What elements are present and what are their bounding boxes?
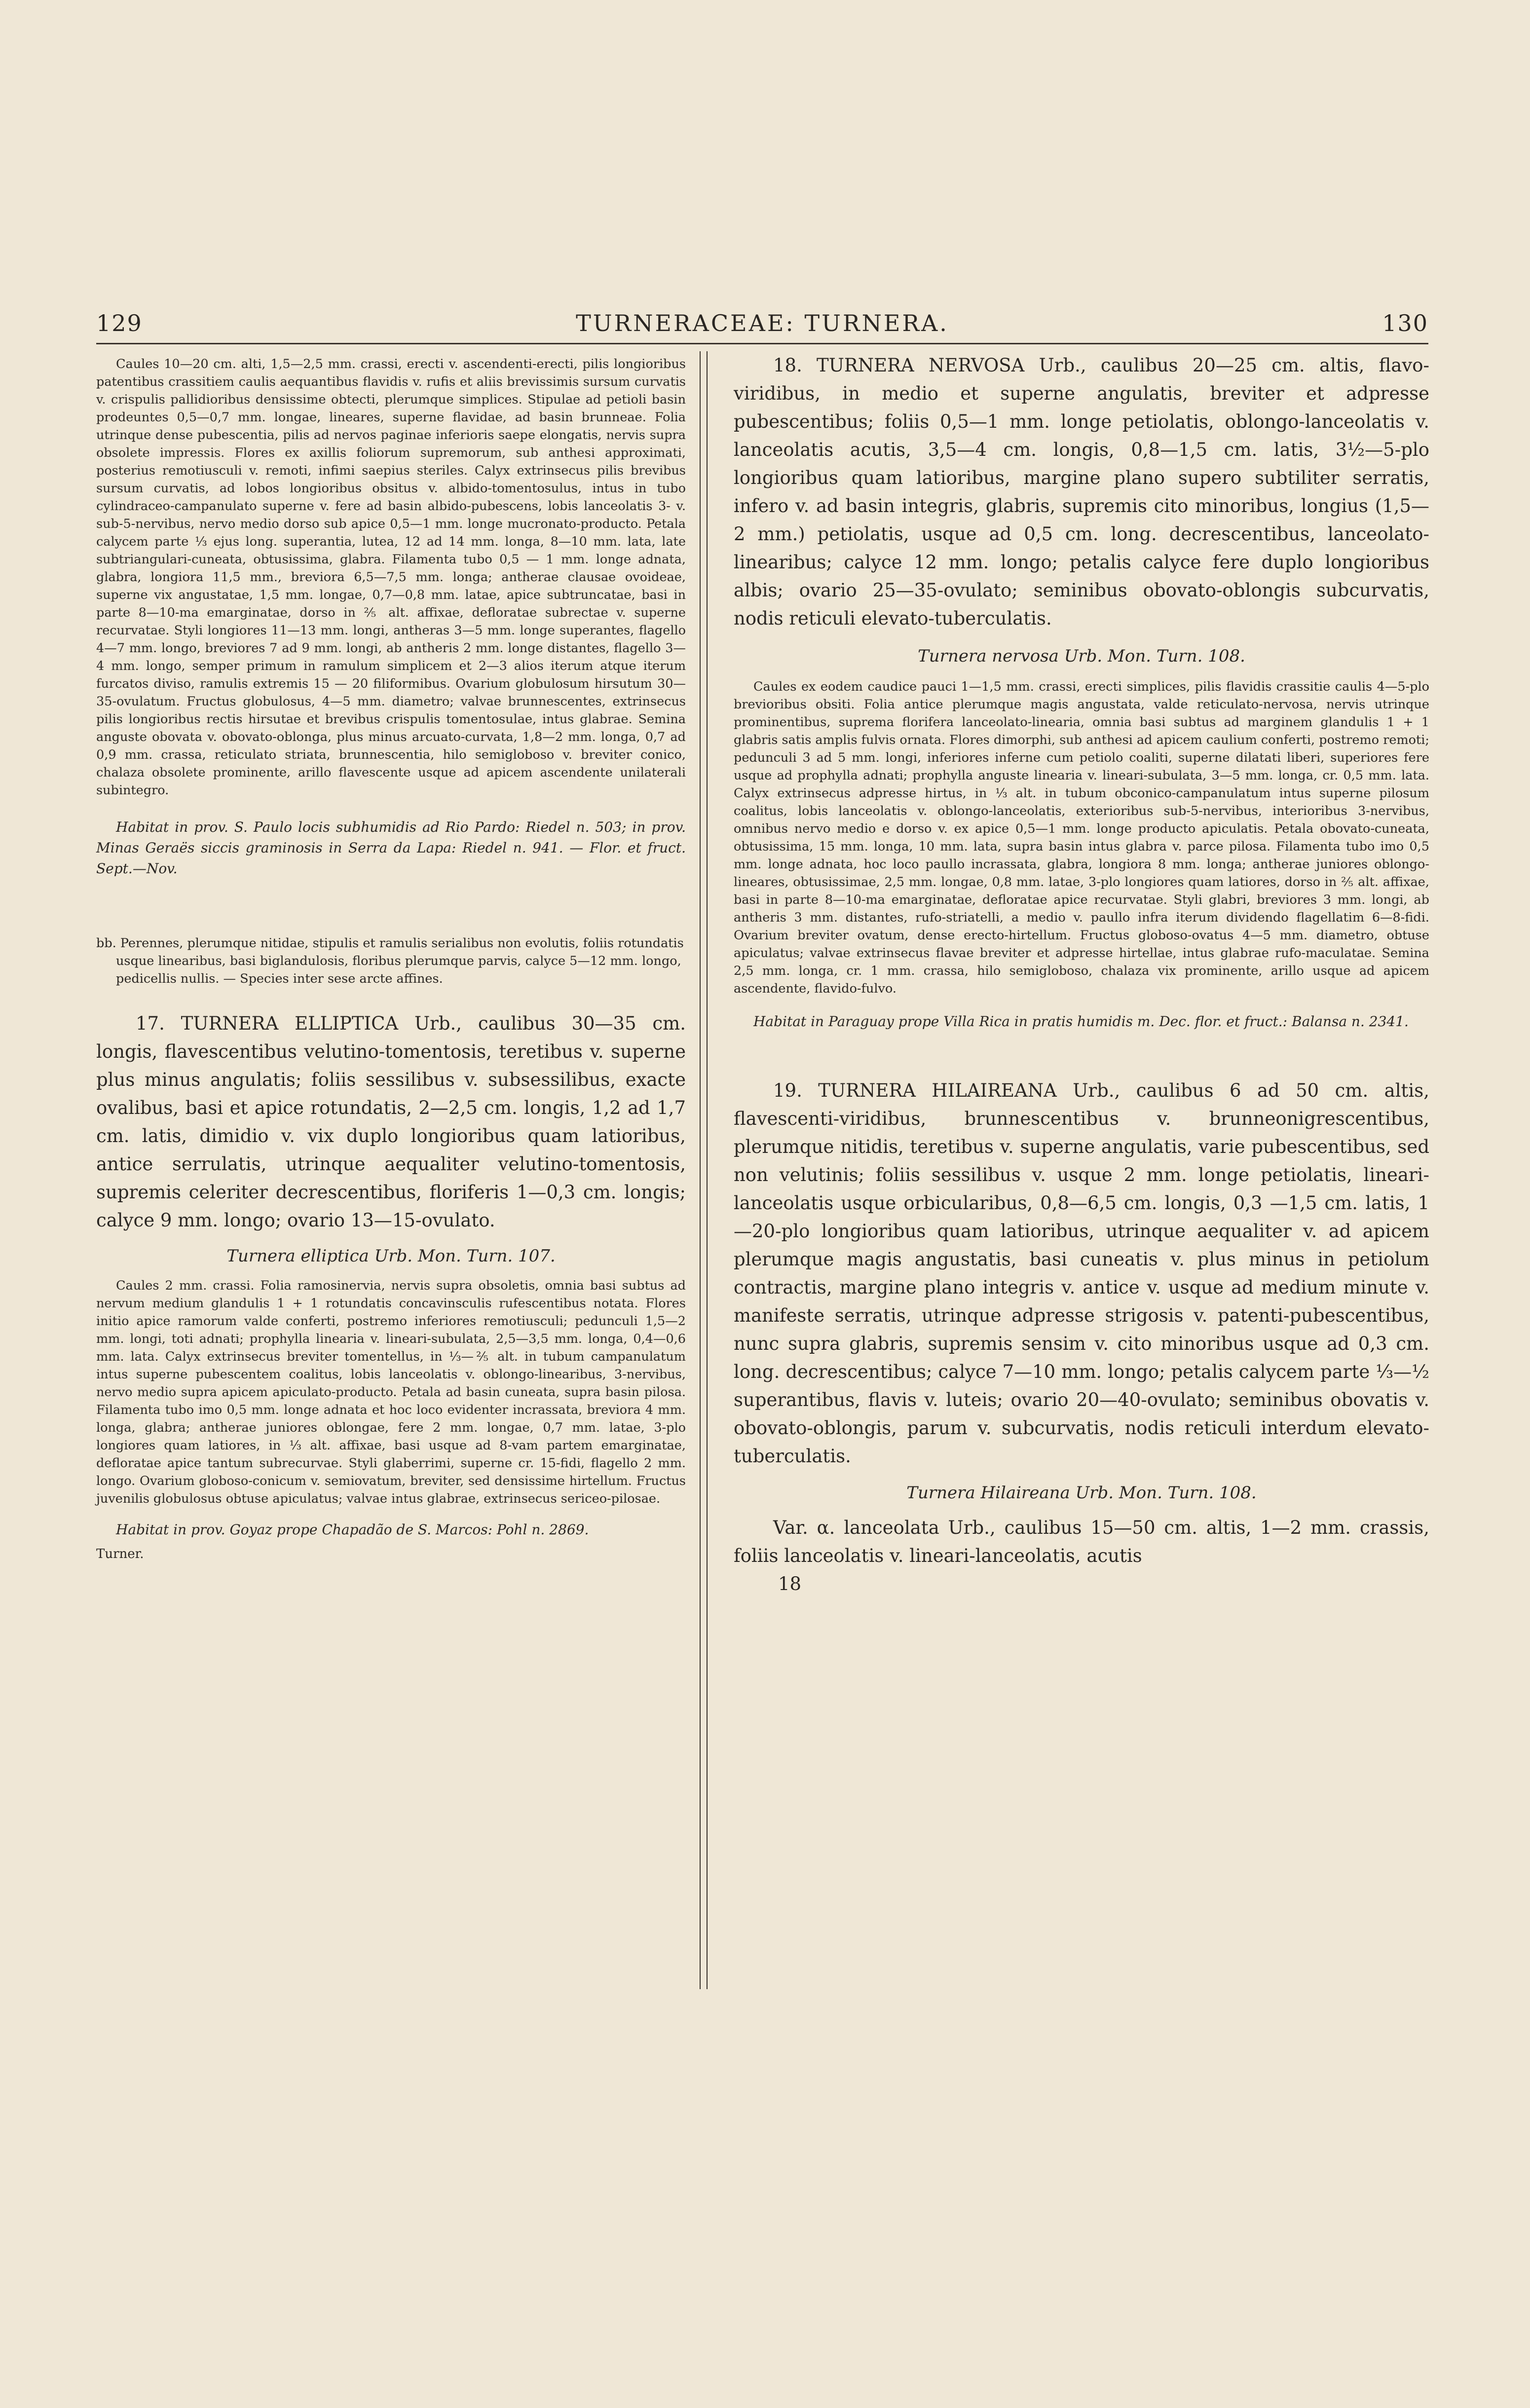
species-17-description: Caules 2 mm. crassi. Folia ramosinervia, nervis supra obsoletis, omnia basi subtus ad nervum medium glandulis 1 + 1 rotundatis concavinsculis rufescentibus notata. Flores initio apice ramorum valde conferti, postremo inferiores remotiusculi; pedunculi 1,5—2 mm. longi, toti adnati; prophylla linearia v. lineari-subulata, 2,5—3,5 mm. longa, 0,4—0,6 mm. lata. Calyx extrinsecus breviter tomentellus, in ⅓—⅖ alt. in tubum campanulatum intus superne pubescentem coalitus, lobis lanceolatis v. oblongo-linearibus, 3-nervibus, nervo medio supra apicem apiculato-producto. Petala ad basin cuneata, supra basin pilosa. Filamenta tubo imo 0,5 mm. longe adnata et hoc loco evidenter incrassata, breviora 4 mm. longa, glabra; antherae juniores oblongae, fere 2 mm. longae, 0,7 mm. latae, 3-plo longiores quam latiores, in ⅓ alt. affixae, basi usque ad 8-vam partem emarginatae, defloratae apice tantum subrecurvae. Styli glaberrimi, superne cr. 15-fidi, flagello 2 mm. longo. Ovarium globoso-conicum v. semiovatum, breviter, sed densissime hirtellum. Fructus juvenilis globulosus obtuse apiculatus; valvae intus glabrae, extrinsecus sericeo-pilosae. xyxy=(96,1278,686,1506)
species-17-citation: Turnera elliptica Urb. Mon. Turn. 107. xyxy=(226,1246,556,1266)
page-number-left: 129 xyxy=(96,310,143,336)
species-18-diagnosis: 18. TURNERA NERVOSA Urb., caulibus 20—25 cm. altis, flavo-viridibus, in medio et superne angulatis, breviter et adpresse pubescentibus; foliis 0,5—1 mm. longe petiolatis, oblongo-lanceolatis v. lanceolatis acutis, 3,5—4 cm. longis, 0,8—1,5 cm. latis, 3½—5-plo longioribus quam latioribus, margine plano supero subtiliter serratis, infero v. ad basin integris, glabris, supremis cito minoribus, longius (1,5—2 mm.) petiolatis, usque ad 0,5 cm. long. decrescentibus, lanceolato-linearibus; calyce 12 mm. longo; petalis calyce fere duplo longioribus albis; ovario 25—35-ovulato; seminibus obovato-oblongis subcurvatis, nodis reticuli elevato-tuberculatis. xyxy=(734,355,1429,629)
variety-alpha: Var. α. lanceolata Urb., caulibus 15—50 cm. altis, 1—2 mm. crassis, foliis lanceolatis v. lineari-lanceolatis, acutis xyxy=(734,1517,1429,1566)
column-divider xyxy=(700,351,708,1989)
caules-description: Caules 10—20 cm. alti, 1,5—2,5 mm. crassi, erecti v. ascendenti-erecti, pilis longioribus patentibus crassitiem caulis aequantibus flavidis v. rufis et aliis brevissimis sursum curvatis v. crispulis pallidioribus densissime obtecti, plerumque simplices. Stipulae ad petioli basin prodeuntes 0,5—0,7 mm. longae, lineares, superne flavidae, ad basin brunneae. Folia utrinque dense pubescentia, pilis ad nervos paginae inferioris saepe elongatis, nervis supra obsolete impressis. Flores ex axillis foliorum supremorum, sub anthesi approximati, posterius remotiusculi v. remoti, infimi saepius steriles. Calyx extrinsecus pilis brevibus sursum curvatis, ad lobos longioribus obsitus v. albido-tomentosulus, intus in tubo cylindraceo-campanulato superne v. fere ad basin albido-pubescens, lobis lanceolatis 3- v. sub-5-nervibus, nervo medio dorso sub apice 0,5—1 mm. longe mucronato-producto. Petala calycem parte ⅓ ejus long. superantia, lutea, 12 ad 14 mm. longa, 8—10 mm. lata, late subtriangulari-cuneata, obtusissima, glabra. Filamenta tubo 0,5 — 1 mm. longe adnata, glabra, longiora 11,5 mm., breviora 6,5—7,5 mm. longa; antherae clausae ovoideae, superne vix angustatae, 1,5 mm. longae, 0,7—0,8 mm. latae, apice subtruncatae, basi in parte 8—10-ma emarginatae, dorso in ⅖ alt. affixae, defloratae subrectae v. superne recurvatae. Styli longiores 11—13 mm. longi, antheras 3—5 mm. longe superantes, flagello 4—7 mm. longo, breviores 7 ad 9 mm. longi, ab antheris 2 mm. longe distantes, flagello 3—4 mm. longo, semper primum in ramulum simplicem et 2—3 alios iterum atque iterum furcatos diviso, ramulis extremis 15 — 20 filiformibus. Ovarium globulosum hirsutum 30—35-ovulatum. Fructus globulosus, 4—5 mm. diametro; valvae brunnescentes, extrinsecus pilis longioribus rectis hirsutae et brevibus crispulis tomentosulae, intus glabrae. Semina anguste obovata v. obovato-oblonga, plus minus arcuato-curvata, 1,8—2 mm. longa, 0,7 ad 0,9 mm. crassa, reticulato striata, brunnescentia, hilo semigloboso v. breviter conico, chalaza obsolete prominente, arillo flavescente usque ad apicem ascendente unilaterali subintegro. xyxy=(96,357,686,798)
species-19-citation: Turnera Hilaireana Urb. Mon. Turn. 108. xyxy=(906,1483,1257,1503)
signature-number: 18 xyxy=(778,1573,802,1594)
running-header xyxy=(96,310,1428,339)
left-column xyxy=(96,355,686,1563)
habitat-paragraph-17: Habitat in prov. Goyaz prope Chapadão de S. Marcos: Pohl n. 2869. xyxy=(116,1521,589,1538)
species-18-description: Caules ex eodem caudice pauci 1—1,5 mm. crassi, erecti simplices, pilis flavidis crassitie caulis 4—5-plo brevioribus obsiti. Folia antice plerumque magis angustata, valde reticulato-nervosa, nervis utrinque prominentibus, suprema florifera lanceolato-linearia, omnia basi subtus ad marginem glandulis 1 + 1 glabris satis amplis fulvis ornata. Flores dimorphi, sub anthesi ad apicem caulium conferti, postremo remoti; pedunculi 3 ad 5 mm. longi, inferiores inferne cum petiolo coaliti, superne dilatati liberi, superiores fere usque ad prophylla adnati; prophylla anguste linearia v. lineari-subulata, 3—5 mm. longa, cr. 0,5 mm. lata. Calyx extrinsecus adpresse hirtus, in ⅓ alt. in tubum obconico-campanulatum intus superne pilosum coalitus, lobis lanceolatis v. oblongo-lanceolatis, exterioribus sub-5-nervibus, interioribus 3-nervibus, omnibus nervo medio e dorso v. ex apice 0,5—1 mm. longe producto apiculatis. Petala obovato-cuneata, obtusissima, 15 mm. longa, 10 mm. lata, supra basin intus glabra v. parce pilosa. Filamenta tubo imo 0,5 mm. longe adnata, hoc loco paullo incrassata, glabra, longiora 8 mm. longa; antherae juniores oblongo-lineares, obtusissimae, 2,5 mm. longae, 0,8 mm. latae, 3-plo longiores quam latiores, dorso in ⅖ alt. affixae, basi in parte 8—10-ma emarginatae, defloratae apice recurvatae. Styli glabri, breviores 3 mm. longi, ab antheris 3 mm. distantes, rufo-striatelli, a medio v. paullo infra iterum dividendo flagellatim 6—8-fidi. Ovarium breviter ovatum, dense erecto-hirtellum. Fructus globoso-ovatus 4—5 mm. diametro, obtuse apiculatus; valvae extrinsecus flavae breviter et adpresse hirtellae, intus glabrae rufo-maculatae. Semina 2,5 mm. longa, cr. 1 mm. crassa, hilo semigloboso, chalaza vix prominente, arillo usque ad apicem ascendente, flavido-fulvo. xyxy=(734,679,1429,996)
page-number-right: 130 xyxy=(1382,310,1428,336)
footer-signature: Turner. xyxy=(96,1547,144,1561)
header-rule xyxy=(96,343,1428,344)
species-18-citation: Turnera nervosa Urb. Mon. Turn. 108. xyxy=(918,646,1245,666)
species-19-diagnosis: 19. TURNERA HILAIREANA Urb., caulibus 6 ad 50 cm. altis, flavescenti-viridibus, brunnescentibus v. brunneonigrescentibus, plerumque nitidis, teretibus v. superne angulatis, varie pubescentibus, sed non velutinis; foliis sessilibus v. usque 2 mm. longe petiolatis, lineari-lanceolatis usque orbicularibus, 0,8—6,5 cm. longis, 0,3 —1,5 cm. latis, 1—20-plo longioribus quam latioribus, utrinque aequaliter v. ad apicem plerumque magis angustatis, basi cuneatis v. plus minus in petiolum contractis, margine plano integris v. antice v. usque ad medium minute v. manifeste serratis, utrinque adpresse strigosis v. patenti-pubescentibus, nunc supra glabris, supremis sensim v. cito minoribus usque ad 0,3 cm. long. decrescentibus; calyce 7—10 mm. longo; petalis calycem parte ⅓—½ superantibus, flavis v. luteis; ovario 20—40-ovulato; seminibus obovatis v. obovato-oblongis, parum v. subcurvatis, nodis reticuli interdum elevato-tuberculatis. xyxy=(734,1080,1429,1467)
habitat-paragraph-18: Habitat in Paraguay prope Villa Rica in pratis humidis m. Dec. flor. et fruct.: Balansa n. 2341. xyxy=(753,1013,1409,1030)
section-bb: bb. Perennes, plerumque nitidae, stipulis et ramulis serialibus non evolutis, foliis rotundatis usque linearibus, basi biglandulosis, floribus plerumque parvis, calyce 5—12 mm. longo, pedicellis nullis. — Species inter sese arcte affines. xyxy=(96,936,684,986)
habitat-paragraph-1: Habitat in prov. S. Paulo locis subhumidis ad Rio Pardo: Riedel n. 503; in prov. Minas Geraës siccis graminosis in Serra da Lapa: Riedel n. 941. — Flor. et fruct. Sept.—Nov. xyxy=(96,819,686,877)
running-title: TURNERACEAE: TURNERA. xyxy=(576,310,949,336)
right-column xyxy=(734,351,1429,1598)
species-17-diagnosis: 17. TURNERA ELLIPTICA Urb., caulibus 30—35 cm. longis, flavescentibus velutino-tomentosis, teretibus v. superne plus minus angulatis; foliis sessilibus v. subsessilibus, exacte ovalibus, basi et apice rotundatis, 2—2,5 cm. longis, 1,2 ad 1,7 cm. latis, dimidio v. vix duplo longioribus quam latioribus, antice serrulatis, utrinque aequaliter velutino-tomentosis, supremis celeriter decrescentibus, floriferis 1—0,3 cm. longis; calyce 9 mm. longo; ovario 13—15-ovulato. xyxy=(96,1013,686,1231)
